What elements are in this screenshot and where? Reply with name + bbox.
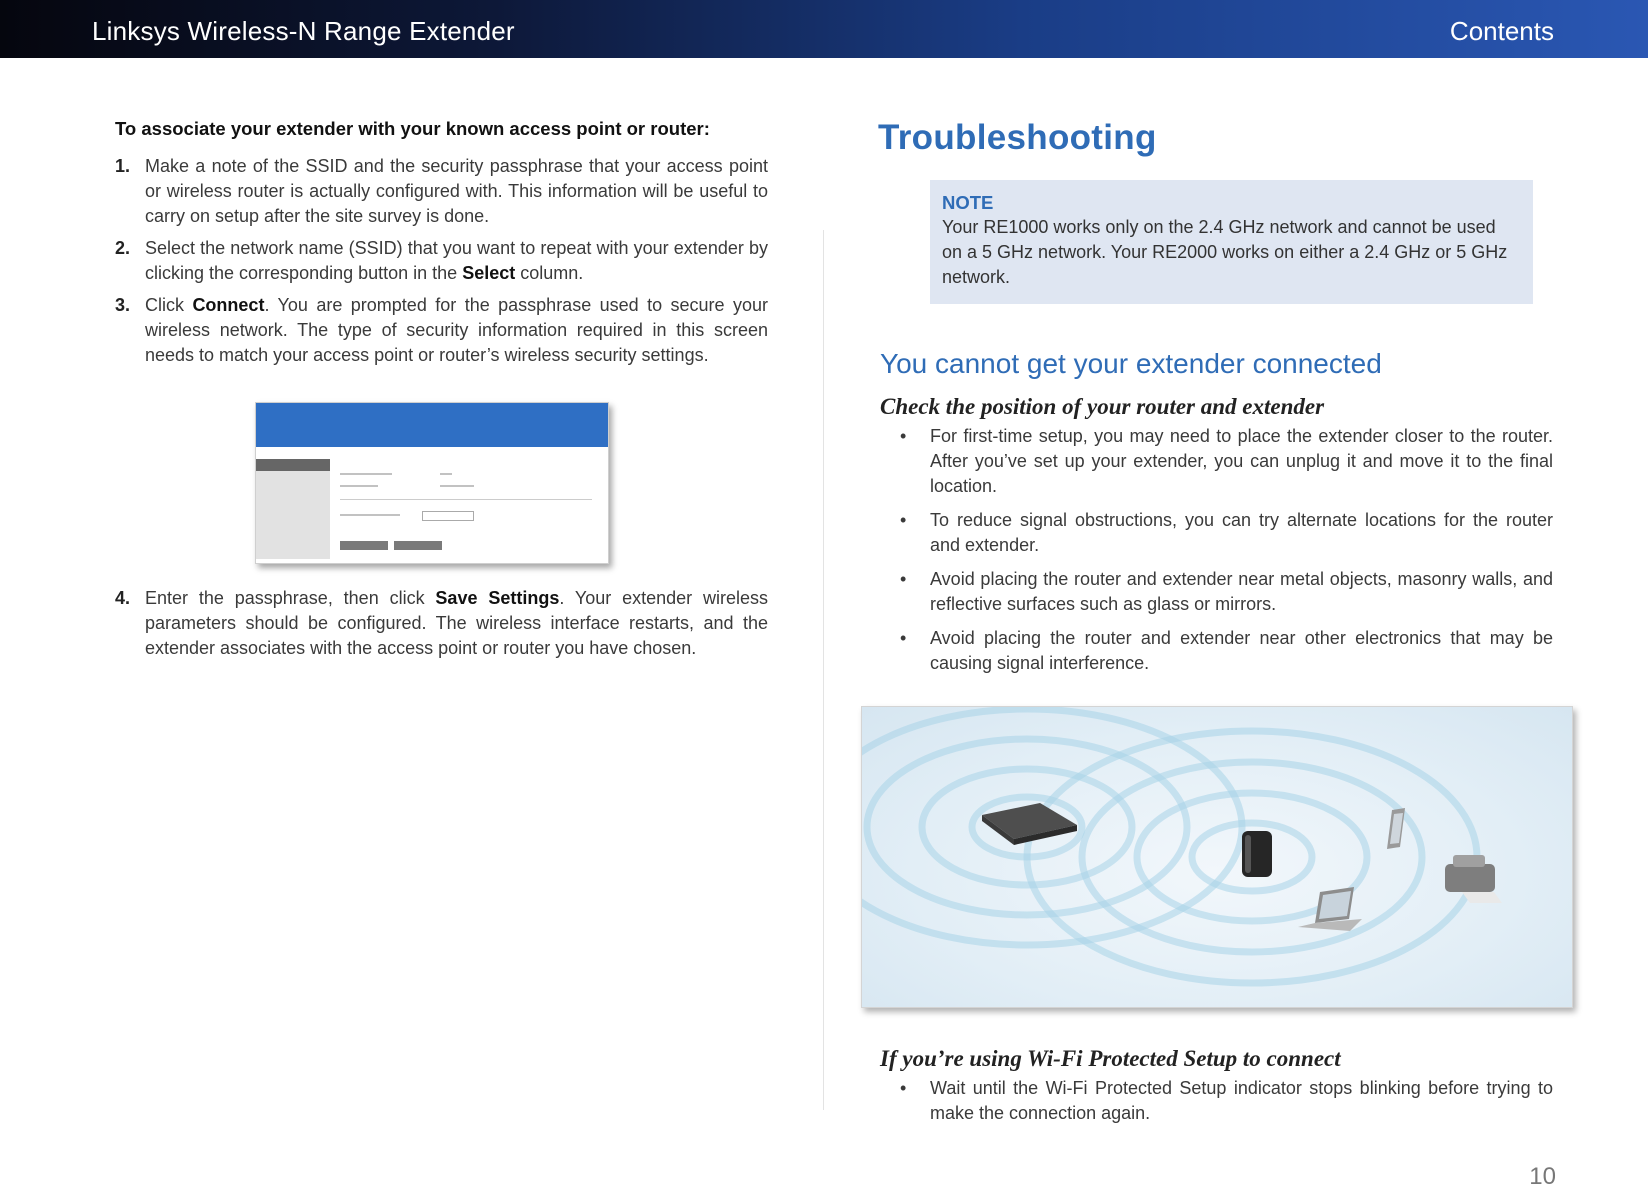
- wireless-security-screenshot: [255, 402, 609, 564]
- ui-term-select: Select: [462, 263, 516, 283]
- list-item: [878, 424, 1553, 499]
- header-bar: [0, 0, 1648, 58]
- list-item-text: Avoid placing the router and extender near metal objects, masonry walls, and reflective surfaces such as glass or mirrors.: [930, 569, 1553, 614]
- procedure-heading: To associate your extender with your known access point or router:: [115, 118, 710, 139]
- laptop-icon: [1298, 887, 1362, 931]
- bullet-icon: •: [900, 510, 907, 530]
- screenshot-header-bar: [256, 403, 608, 447]
- step-text-part: . You are prompted for the passphrase used to secure your wireless network. The type of security information required in this screen needs to match your access point or router’s wireless security settings.: [145, 295, 769, 365]
- list-item-text: For first-time setup, you may need to place the extender closer to the router. After you’ve set up your extender, you can unplug it and move it to the final location.: [930, 426, 1553, 496]
- document-title: Linksys Wireless-N Range Extender: [92, 16, 515, 46]
- subsection-title-position: Check the position of your router and extender: [880, 394, 1325, 419]
- contents-link[interactable]: Contents: [1449, 16, 1554, 46]
- list-item: [878, 508, 1553, 558]
- step-text-part: column.: [515, 263, 584, 283]
- step-text: [145, 586, 768, 661]
- screenshot-rule: [340, 499, 592, 500]
- step-text: [145, 293, 768, 368]
- note-box: [930, 180, 1533, 304]
- step-text-part: Click: [145, 295, 193, 315]
- step-number: 2.: [115, 238, 131, 258]
- steps-list-b: [115, 586, 768, 661]
- subsection-title-wps: If you’re using Wi-Fi Protected Setup to connect: [880, 1046, 1341, 1071]
- step-item: [115, 586, 768, 661]
- step-text-part: Enter the passphrase, then click: [145, 588, 436, 608]
- bullet-icon: •: [900, 426, 907, 446]
- position-tips-list: [878, 424, 1553, 676]
- step-text: [145, 236, 768, 286]
- column-divider: [823, 230, 824, 1110]
- wireless-range-illustration: [861, 706, 1573, 1008]
- ui-term-connect: Connect: [192, 295, 265, 315]
- page-title: Troubleshooting: [878, 118, 1157, 157]
- list-item-text: Avoid placing the router and extender near other electronics that may be causing signal interference.: [930, 628, 1553, 673]
- smartphone-icon: [1387, 808, 1405, 849]
- bullet-icon: •: [900, 628, 907, 648]
- step-item: [115, 293, 768, 368]
- note-label: NOTE: [942, 192, 994, 213]
- printer-icon: [1445, 855, 1502, 903]
- list-item: [878, 567, 1553, 617]
- list-item: [878, 626, 1553, 676]
- step-number: 3.: [115, 295, 131, 315]
- screenshot-text-line: [340, 514, 400, 516]
- list-item-text: To reduce signal obstructions, you can try alternate locations for the router and extender.: [930, 510, 1553, 555]
- ui-term-save-settings: Save Settings: [435, 588, 560, 608]
- screenshot-text-line: [340, 473, 392, 475]
- step-item: [115, 236, 768, 286]
- list-item-text: Wait until the Wi-Fi Protected Setup indicator stops blinking before trying to make the connection again.: [930, 1078, 1553, 1123]
- left-column: [115, 118, 768, 668]
- step-text: Make a note of the SSID and the security passphrase that your access point or wireless router is actually configured with. This information will be useful to carry on setup after the site survey is done.: [145, 156, 768, 226]
- screenshot-text-line: [440, 473, 452, 475]
- step-number: 1.: [115, 156, 131, 176]
- router-icon: [982, 803, 1077, 845]
- step-number: 4.: [115, 588, 131, 608]
- screenshot-text-line: [340, 485, 378, 487]
- step-text-part: Select the network name (SSID) that you want to repeat with your extender by clicking the corresponding button in the: [145, 238, 768, 283]
- bullet-icon: •: [900, 1078, 907, 1098]
- step-item: [115, 154, 768, 229]
- screenshot-sidebar: [256, 459, 330, 559]
- list-item: [878, 1076, 1553, 1126]
- right-column: [878, 118, 1553, 1135]
- screenshot-passphrase-field: [422, 511, 474, 521]
- screenshot-text-line: [440, 485, 474, 487]
- section-title: You cannot get your extender connected: [880, 348, 1382, 379]
- page-number: 10: [1529, 1163, 1556, 1190]
- screenshot-sidebar-label: [256, 459, 330, 471]
- wps-tips-list: [878, 1076, 1553, 1126]
- range-extender-icon: [1242, 831, 1272, 877]
- screenshot-save-button: [340, 541, 388, 550]
- signal-waves-graphic: [862, 707, 1572, 1007]
- steps-list-a: [115, 154, 768, 368]
- bullet-icon: •: [900, 569, 907, 589]
- screenshot-cancel-button: [394, 541, 442, 550]
- note-text: Your RE1000 works only on the 2.4 GHz network and cannot be used on a 5 GHz network. Your RE2000 works on either a 2.4 GHz or 5 GHz network.: [942, 217, 1508, 287]
- step-text-part: . Your extender wireless parameters should be configured. The wireless interface restarts, and the extender associates with the access point or router you have chosen.: [145, 588, 769, 658]
